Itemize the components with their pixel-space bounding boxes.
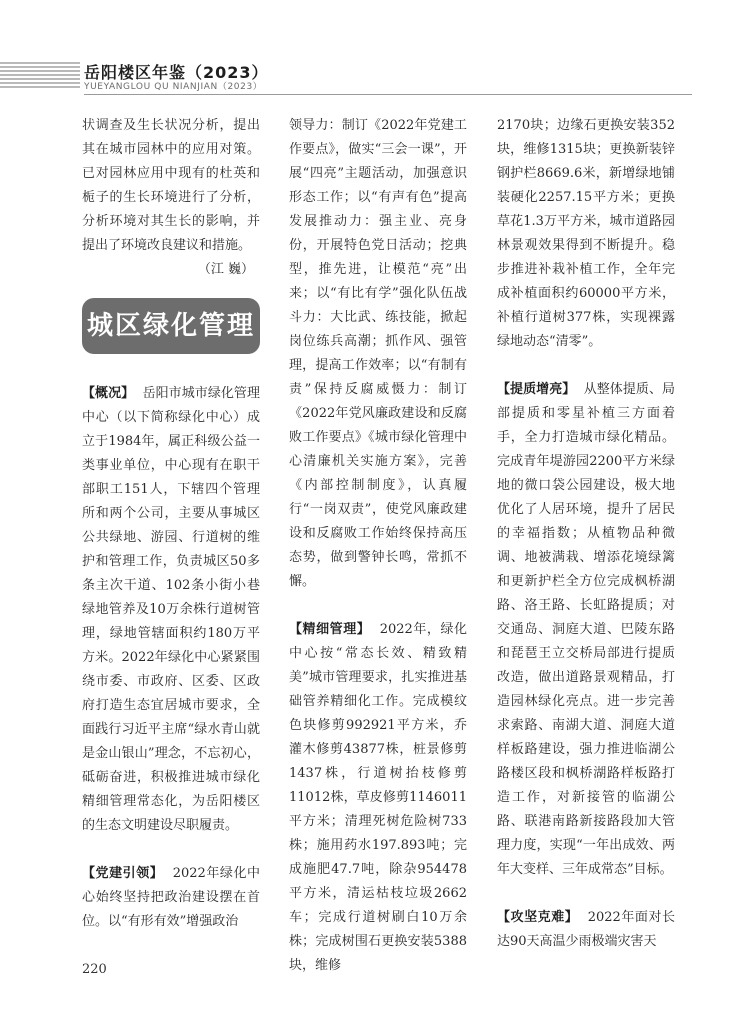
fine-management-text: 2022年，绿化中心按“常态长效、精致精美”城市管理要求，扎实推进基础管养精细化工作。完成模纹色块修剪992921平方米，乔灌木修剪43877株，桩景修剪1437株，行道树抬枝修剪11012株，草皮修剪1146011平方米；清理死树危险树733株；施用药水197.893吨；完成施肥47.7吨，除杂954478平方米，清运枯枝垃圾2662车；完成行道树刷白10万余株；完成树围石更换安装5388块，维修 xyxy=(289,622,467,973)
section-heading: 城区绿化管理 xyxy=(82,298,260,354)
author-credit: （江 巍） xyxy=(197,262,254,277)
overview-text: 岳阳市城市绿化管理中心（以下简称绿化中心）成立于1984年，属正科级公益一类事业单位，中心现有在职干部职工151人，下辖四个管理所和两个公司，主要从事城区公共绿地、游园、行道树的维护和管理工作，负责城区50多条主次干道、102条小街小巷绿地管养及10万余株行道树管理，绿地管辖面积约180万平方米。2022年绿化中心紧紧围绕市委、市政府、区委、区政府打造生态宜居城市要求，全面践行习近平主席“绿水青山就是金山银山”理念，不忘初心，砥砺奋进，积极推进城市绿化精细管理常态化，为岳阳楼区的生态文明建设尽职履责。 xyxy=(82,386,260,833)
tackle-difficulties-text: 2022年面对长达90天高温少雨极端灾害天 xyxy=(497,910,675,949)
party-building-text: 2022年绿化中心始终坚持把政治建设摆在首位。以“有形有效”增强政治 xyxy=(82,866,260,929)
fine-management-paragraph xyxy=(289,618,467,978)
party-building-keyword: 【党建引领】 xyxy=(82,866,164,881)
text-column-2 xyxy=(289,114,467,978)
fine-management-continued: 2170块；边缘石更换安装352块，维修1315块；更换新装锌钢护栏8669.6米，新增绿地铺装硬化2257.15平方米；更换草花1.3万平方米，城市道路园林景观效果得到不断提升。稳步推进补栽补植工作，全年完成补植面积约60000平方米，补植行道树377株，实现裸露绿地动态“清零”。 xyxy=(497,118,675,349)
tackle-difficulties-paragraph xyxy=(497,906,675,954)
yearbook-title: 岳阳楼区年鉴（2023） xyxy=(84,63,269,82)
yearbook-subtitle: YUEYANGLOU QU NIANJIAN（2023） xyxy=(84,82,263,92)
quality-upgrade-text: 从整体提质、局部提质和零星补植三方面着手，全力打造城市绿化精品。完成青年堤游园2200平方米绿地的微口袋公园建设，极大地优化了人居环境，提升了居民的幸福指数；从植物品种微调、地被满栽、增添花境绿篱和更新护栏全方位完成枫桥湖路、洛王路、长虹路提质；对交通岛、洞庭大道、巴陵东路和琵琶王立交桥局部进行提质改造，做出道路景观精品，打造园林绿化亮点。进一步完善求索路、南湖大道、洞庭大道样板路建设，强力推进临湖公路楼区段和枫桥湖路样板路打造工作，对新接管的临湖公路、联港南路新接路段加大管理力度，实现“一年出成效、两年大变样、三年成常态”目标。 xyxy=(497,382,675,877)
header-rule xyxy=(84,94,692,95)
paragraph-continued: 状调查及生长状况分析，提出其在城市园林中的应用对策。已对园林应用中现有的杜英和栀子的生长环境进行了分析，分析环境对其生长的影响，并提出了环境改良建议和措施。 xyxy=(82,118,260,253)
fine-management-keyword: 【精细管理】 xyxy=(289,622,371,637)
quality-upgrade-keyword: 【提质增亮】 xyxy=(497,382,576,397)
party-building-continued: 领导力：制订《2022年党建工作要点》，做实“三会一课”，开展“四亮”主题活动，加强意识形态工作；以“有声有色”提高发展推动力：强主业、亮身份，开展特色党日活动；挖典型，推先进，让模范“亮”出来；以“有比有学”强化队伍战斗力：大比武、练技能，掀起岗位练兵高潮；抓作风、强管理，提高工作效率；以“有制有责”保持反腐威慑力：制订《2022年党风廉政建设和反腐败工作要点》《城市绿化管理中心清廉机关实施方案》，完善《内部控制制度》，认真履行“一岗双责”，使党风廉政建设和反腐败工作始终保持高压态势，做到警钟长鸣，常抓不懈。 xyxy=(289,118,467,589)
text-column-1 xyxy=(82,114,260,934)
overview-paragraph xyxy=(82,382,260,838)
header-stripes-decoration xyxy=(0,62,80,92)
page-number: 220 xyxy=(82,962,107,977)
tackle-difficulties-keyword: 【攻坚克难】 xyxy=(497,910,579,925)
quality-upgrade-paragraph xyxy=(497,378,675,882)
page-header xyxy=(0,0,750,100)
text-column-3 xyxy=(497,114,675,954)
party-building-paragraph xyxy=(82,862,260,934)
overview-keyword: 【概况】 xyxy=(82,386,135,401)
